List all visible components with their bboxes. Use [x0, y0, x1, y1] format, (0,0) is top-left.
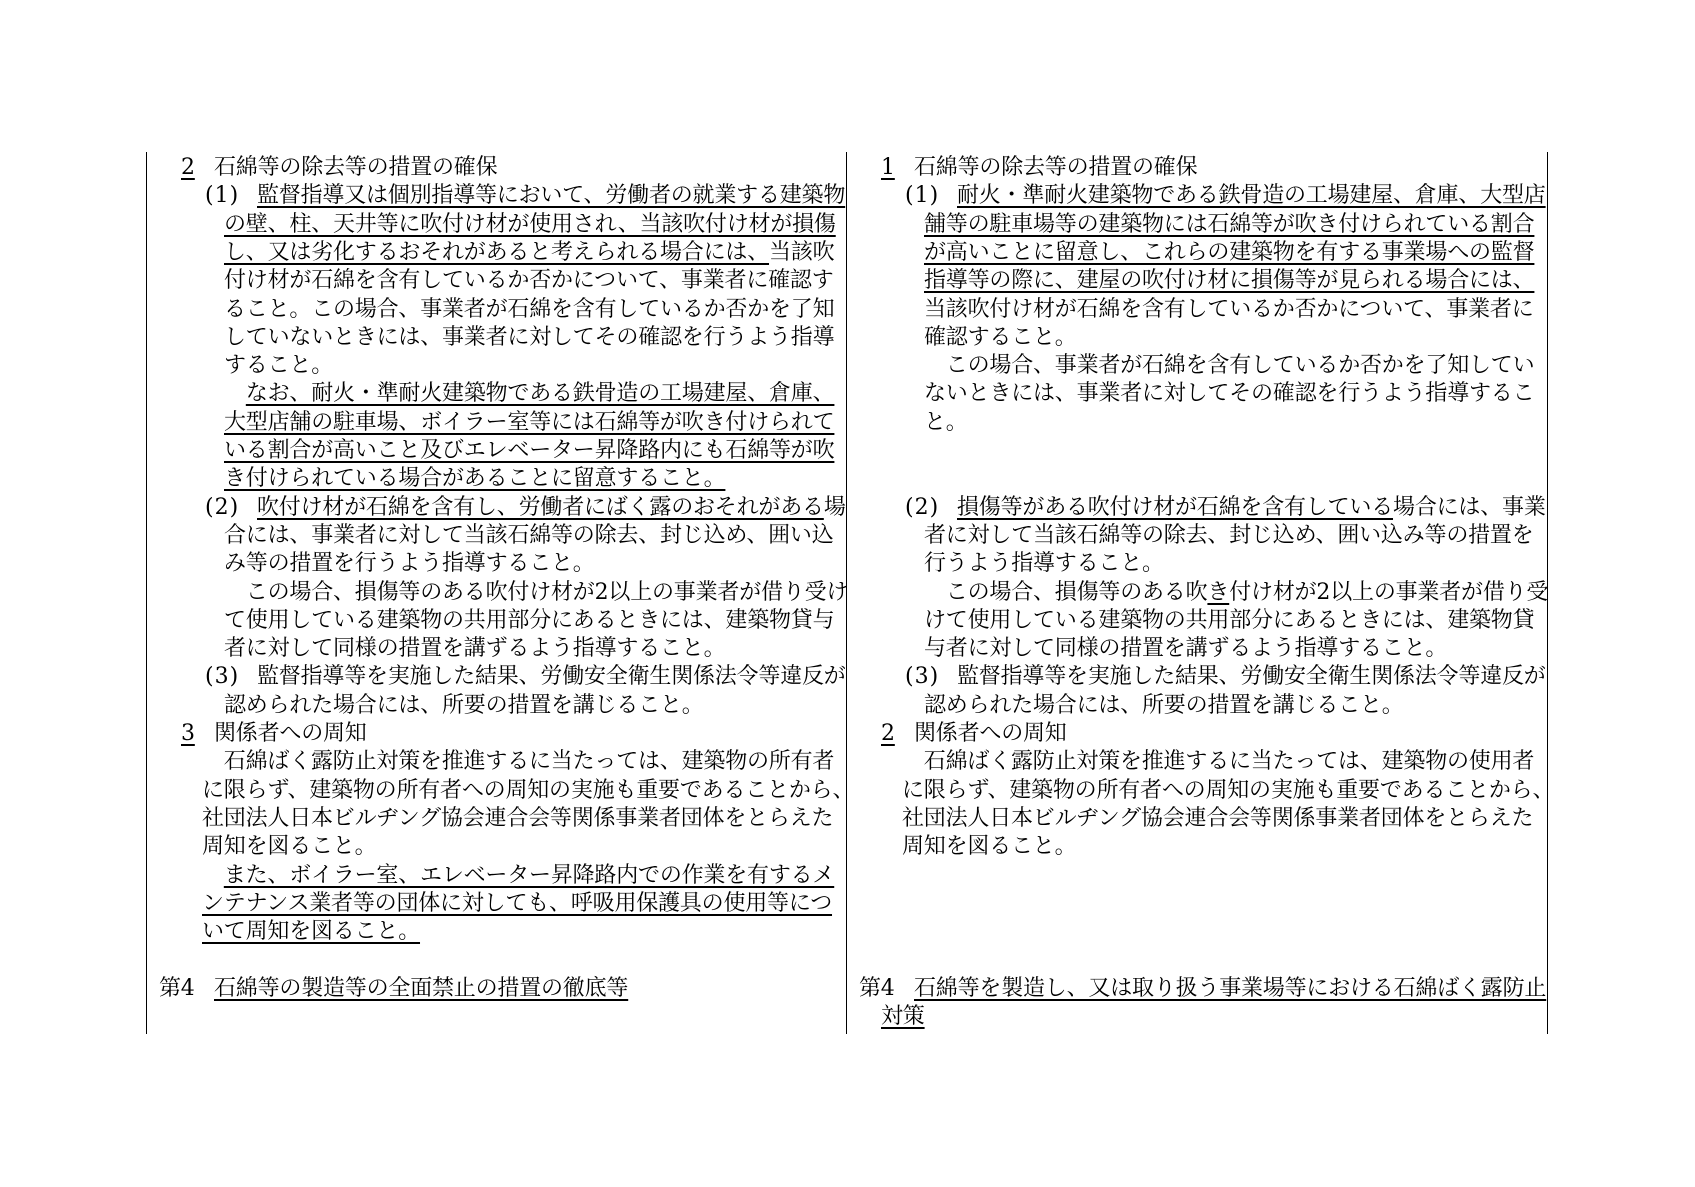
- text-segment: けて使用している建築物の共用部分にあるときには、建築物貸: [924, 607, 1535, 633]
- underlined-text: 舗等の駐車場等の建築物には石綿等が吹き付けられている割合: [924, 211, 1535, 237]
- text-segment: 石綿等の除去等の措置の確保: [214, 155, 498, 180]
- text-line: [924, 550, 1164, 578]
- underlined-text: 指導等の際に、建屋の吹付け材に損傷等が見られる場合には、: [924, 268, 1535, 294]
- text-segment: 当該吹: [769, 239, 835, 265]
- text-line: [924, 409, 968, 437]
- underlined-text: 耐火・準耐火建築物である鉄骨造の工場建屋、倉庫、大型店: [957, 183, 1546, 209]
- text-line: [202, 805, 833, 833]
- text-segment: に限らず、建築物の所有者への周知の実施も重要であることから、: [902, 777, 1555, 803]
- text-line: [224, 267, 834, 295]
- text-segment: この場合、損傷等のある吹付け材が2以上の事業者が借り受け: [224, 579, 849, 605]
- text-line: [924, 635, 1447, 663]
- text-segment: 石綿ばく露防止対策を推進するに当たっては、建築物の所有者: [202, 749, 835, 775]
- underlined-text: いて周知を図ること。: [202, 919, 421, 945]
- text-line: [902, 805, 1533, 833]
- section-heading: [181, 720, 367, 748]
- text-line: [224, 635, 725, 663]
- text-line: [924, 324, 1077, 352]
- text-segment: 確認すること。: [924, 324, 1077, 350]
- section-heading: [881, 720, 1067, 748]
- text-segment: 監督指導等を実施した結果、労働安全衛生関係法令等違反が: [957, 664, 1546, 690]
- text-line: [924, 522, 1534, 550]
- item-number: (3): [205, 664, 240, 690]
- text-line: [881, 1003, 925, 1031]
- underlined-text: が高いことに留意し、これらの建築物を有する事業場への監督: [924, 239, 1535, 265]
- text-line: [202, 833, 376, 861]
- text-line: [224, 522, 834, 550]
- item-number: 1: [881, 155, 895, 180]
- item-number: (3): [905, 664, 940, 690]
- underlined-text: し、又は劣化するおそれがあると考えられる場合には、: [224, 239, 770, 265]
- text-line: [224, 579, 848, 607]
- text-line: [205, 494, 846, 522]
- text-segment: 周知を図ること。: [202, 834, 377, 860]
- underlined-text: ンテナンス業者等の団体に対しても、呼吸用保護具の使用等につ: [202, 890, 833, 916]
- item-number: 第4: [159, 975, 195, 1001]
- text-line: [202, 918, 420, 946]
- text-line: [902, 748, 1534, 776]
- text-line: [224, 607, 834, 635]
- text-segment: 与者に対して同様の措置を講ずるよう指導すること。: [924, 636, 1448, 662]
- underlined-text: なお、耐火・準耐火建築物である鉄骨造の工場建屋、倉庫、: [245, 381, 835, 407]
- underlined-text: また、ボイラー室、エレベーター昇降路内での作業を有するメ: [223, 862, 835, 888]
- text-segment: 合には、事業者に対して当該石綿等の除去、封じ込め、囲い込: [224, 522, 834, 548]
- text-segment: 社団法人日本ビルヂング協会連合会等関係事業者団体をとらえた: [202, 805, 834, 831]
- text-line: [924, 239, 1534, 267]
- text-segment: 場: [823, 494, 846, 520]
- text-line: [924, 579, 1548, 607]
- text-line: [202, 777, 854, 805]
- text-segment: て使用している建築物の共用部分にあるときには、建築物貸与: [224, 607, 835, 633]
- underlined-text: き付けられている場合があることに留意すること。: [224, 466, 726, 492]
- text-segment: 場合には、事業: [1393, 494, 1546, 520]
- item-number: (1): [905, 183, 940, 209]
- item-number: 第4: [859, 975, 895, 1001]
- text-line: [224, 324, 834, 352]
- underlined-text: 石綿等の製造等の全面禁止の措置の徹底等: [214, 975, 629, 1001]
- item-number: 2: [181, 155, 195, 180]
- item-number: (1): [205, 183, 240, 209]
- text-segment: 監督指導等を実施した結果、労働安全衛生関係法令等違反が: [257, 664, 846, 690]
- item-number: (2): [205, 494, 240, 520]
- text-line: [205, 182, 845, 210]
- text-line: [905, 182, 1546, 210]
- text-segment: 認められた場合には、所要の措置を講じること。: [224, 692, 704, 718]
- text-line: [902, 833, 1076, 861]
- text-line: [905, 663, 1546, 691]
- text-segment: み等の措置を行うよう指導すること。: [224, 551, 595, 577]
- text-segment: 認められた場合には、所要の措置を講じること。: [924, 692, 1404, 718]
- text-line: [224, 465, 725, 493]
- text-line: [924, 211, 1534, 239]
- text-segment: この場合、損傷等のある吹: [924, 579, 1208, 605]
- text-segment: すること。: [224, 353, 334, 379]
- item-number: 3: [181, 721, 195, 746]
- chapter-heading: [159, 975, 628, 1003]
- text-line: [224, 550, 595, 578]
- text-line: [924, 296, 1534, 324]
- text-segment: 者に対して同様の措置を講ずるよう指導すること。: [224, 636, 726, 662]
- underlined-text: き: [1207, 579, 1230, 605]
- text-line: [224, 380, 834, 408]
- text-segment: 石綿ばく露防止対策を推進するに当たっては、建築物の使用者: [902, 749, 1535, 775]
- text-segment: 付け材が石綿を含有しているか否かについて、事業者に確認す: [224, 268, 834, 294]
- text-line: [224, 437, 834, 465]
- text-line: [224, 296, 834, 324]
- text-line: [224, 239, 834, 267]
- text-line: [924, 352, 1534, 380]
- text-line: [224, 352, 333, 380]
- section-heading: [181, 154, 497, 182]
- underlined-text: 対策: [881, 1004, 925, 1029]
- text-segment: ること。この場合、事業者が石綿を含有しているか否かを了知: [224, 296, 835, 322]
- text-segment: 付け材が2以上の事業者が借り受: [1229, 579, 1549, 605]
- text-segment: 行うよう指導すること。: [924, 551, 1164, 577]
- text-line: [902, 777, 1554, 805]
- text-line: [924, 692, 1404, 720]
- text-segment: 石綿等の除去等の措置の確保: [914, 155, 1198, 180]
- item-number: (2): [905, 494, 940, 520]
- underlined-text: 吹付け材が石綿を含有し、労働者にばく露のおそれがある: [257, 494, 824, 520]
- section-heading: [881, 154, 1197, 182]
- underlined-text: いる割合が高いこと及びエレベーター昇降路内にも石綿等が吹: [224, 438, 835, 463]
- column-current: [847, 154, 1555, 1034]
- text-segment: と。: [924, 409, 968, 435]
- text-segment: 関係者への周知: [214, 721, 367, 746]
- text-segment: 社団法人日本ビルヂング協会連合会等関係事業者団体をとらえた: [902, 805, 1534, 831]
- text-line: [202, 890, 832, 918]
- chapter-heading: [859, 975, 1546, 1003]
- column-revised: [147, 154, 855, 1034]
- text-line: [924, 267, 1534, 295]
- text-segment: ないときには、事業者に対してその確認を行うよう指導するこ: [924, 381, 1535, 407]
- underlined-text: の壁、柱、天井等に吹付け材が使用され、当該吹付け材が損傷: [224, 211, 836, 237]
- text-segment: 当該吹付け材が石綿を含有しているか否かについて、事業者に: [924, 296, 1534, 322]
- text-line: [205, 663, 846, 691]
- text-line: [224, 409, 834, 437]
- text-segment: 者に対して当該石綿等の除去、封じ込め、囲い込み等の措置を: [924, 522, 1534, 548]
- underlined-text: 損傷等がある吹付け材が石綿を含有している: [957, 494, 1394, 520]
- text-line: [924, 380, 1534, 408]
- text-segment: [224, 380, 246, 408]
- text-line: [202, 862, 834, 890]
- text-segment: 関係者への周知: [914, 721, 1067, 746]
- text-segment: に限らず、建築物の所有者への周知の実施も重要であることから、: [202, 777, 855, 803]
- text-segment: 周知を図ること。: [902, 834, 1077, 860]
- text-line: [224, 211, 836, 239]
- text-line: [224, 692, 704, 720]
- underlined-text: 石綿等を製造し、又は取り扱う事業場等における石綿ばく露防止: [914, 975, 1547, 1001]
- text-line: [202, 748, 834, 776]
- text-line: [924, 607, 1534, 635]
- text-segment: この場合、事業者が石綿を含有しているか否かを了知してい: [924, 353, 1535, 379]
- underlined-text: 大型店舗の駐車場、ボイラー室等には石綿等が吹き付けられて: [224, 409, 835, 435]
- text-segment: していないときには、事業者に対してその確認を行うよう指導: [224, 324, 835, 350]
- underlined-text: 監督指導又は個別指導等において、労働者の就業する建築物: [257, 183, 846, 209]
- item-number: 2: [881, 721, 895, 746]
- text-line: [905, 494, 1546, 522]
- text-segment: [202, 862, 224, 890]
